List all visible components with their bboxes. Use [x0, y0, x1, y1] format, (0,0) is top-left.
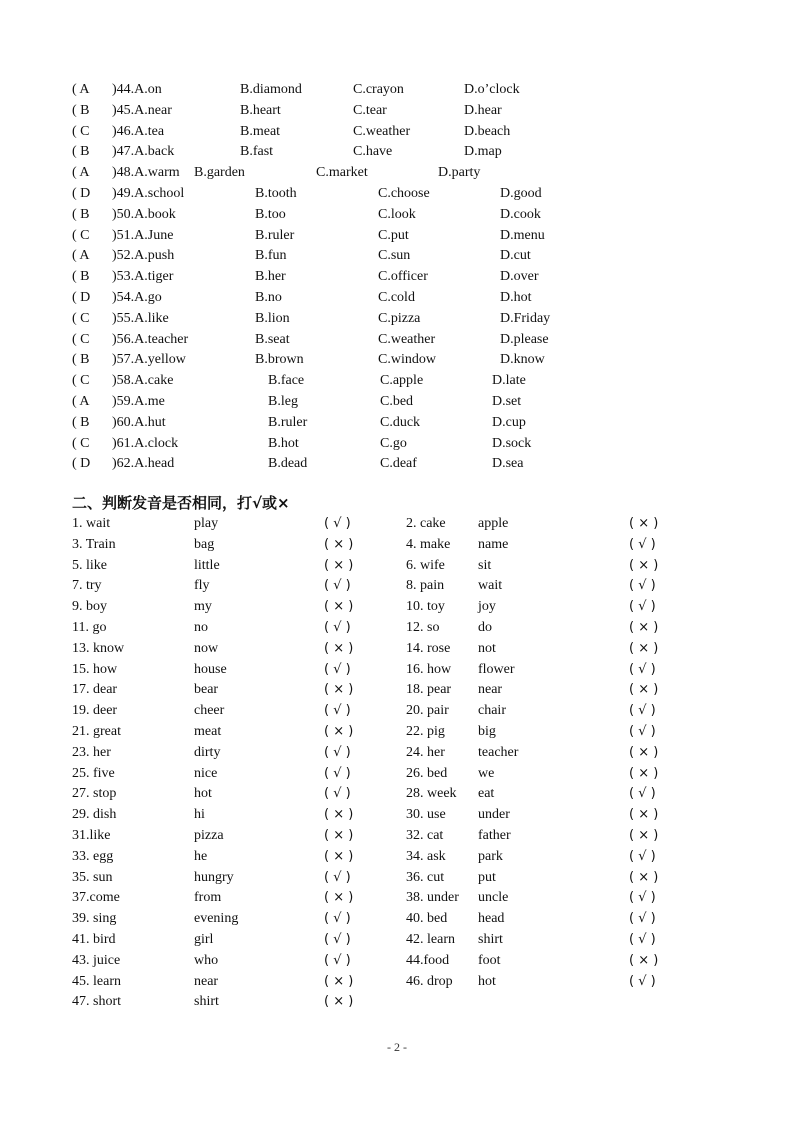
mc-option-d: D.hear	[464, 102, 502, 118]
mc-option-d: D.cook	[500, 206, 541, 222]
judge-right-word-1: 20. pair	[406, 703, 449, 719]
judge-right-word-1: 14. rose	[406, 640, 451, 656]
judge-row	[72, 972, 692, 993]
judge-left-answer: ( × )	[324, 599, 354, 615]
judge-right-word-2: name	[478, 536, 509, 552]
judge-left-word-2: house	[194, 661, 227, 677]
judge-left-word-1: 27. stop	[72, 786, 117, 802]
judge-row	[72, 701, 692, 722]
judge-left-word-2: dirty	[194, 744, 221, 760]
judge-left-answer: ( × )	[324, 994, 354, 1010]
judge-row	[72, 951, 692, 972]
judge-left-word-1: 7. try	[72, 578, 102, 594]
judge-right-word-2: shirt	[478, 931, 503, 947]
mc-answer: ( C	[72, 435, 90, 451]
mc-option-b: B.hot	[268, 435, 299, 451]
mc-option-b: B.too	[255, 206, 286, 222]
judge-left-answer: ( √ )	[324, 516, 351, 531]
judge-row	[72, 597, 692, 618]
judge-right-word-1: 32. cat	[406, 827, 444, 843]
mc-option-d: D.late	[492, 373, 526, 389]
judge-left-word-2: girl	[194, 931, 214, 947]
mc-option-a: )57.A.yellow	[112, 352, 186, 368]
judge-left-word-2: who	[194, 952, 219, 968]
judge-left-word-2: bear	[194, 682, 219, 698]
judge-right-answer: ( √ )	[629, 911, 656, 927]
mc-answer: ( D	[72, 456, 91, 472]
mc-option-b: B.fast	[240, 144, 274, 160]
mc-option-c: C.market	[316, 165, 368, 181]
mc-option-a: )46.A.tea	[112, 123, 165, 139]
judge-left-answer: ( √ )	[324, 619, 351, 635]
judge-right-answer: ( × )	[629, 640, 659, 656]
judge-right-word-2: flower	[478, 661, 515, 677]
judge-left-word-1: 21. great	[72, 723, 121, 739]
judge-left-answer: ( × )	[324, 807, 354, 823]
judge-row	[72, 514, 692, 535]
judge-left-word-2: bag	[194, 536, 215, 552]
judge-left-word-1: 1. wait	[72, 516, 111, 531]
mc-option-a: )45.A.near	[112, 102, 172, 118]
mc-option-b: B.heart	[240, 102, 281, 118]
mc-option-a: )50.A.book	[112, 206, 176, 222]
judge-row	[72, 868, 692, 889]
judge-left-word-1: 11. go	[72, 619, 107, 635]
mc-option-b: B.seat	[255, 331, 290, 347]
mc-option-b: B.diamond	[240, 82, 302, 97]
judge-left-answer: ( × )	[324, 848, 354, 864]
judge-right-word-2: put	[478, 869, 496, 885]
judge-row	[72, 805, 692, 826]
mc-option-a: )54.A.go	[112, 289, 162, 305]
mc-option-a: )58.A.cake	[112, 373, 174, 389]
judge-right-answer: ( √ )	[629, 536, 656, 552]
mc-option-b: B.garden	[194, 165, 245, 181]
judge-row	[72, 847, 692, 868]
mc-question-row	[72, 434, 732, 455]
judge-row	[72, 764, 692, 785]
judge-pronunciation-section	[72, 514, 692, 1013]
judge-right-word-2: under	[478, 807, 510, 823]
mc-answer: ( A	[72, 248, 90, 264]
judge-left-word-2: pizza	[194, 827, 224, 843]
judge-right-word-1: 12. so	[406, 619, 440, 635]
judge-right-answer: ( √ )	[629, 786, 656, 802]
mc-question-row	[72, 163, 732, 184]
mc-option-b: B.meat	[240, 123, 281, 139]
mc-option-b: B.no	[255, 289, 282, 305]
judge-left-answer: ( √ )	[324, 744, 351, 760]
mc-answer: ( B	[72, 144, 90, 160]
judge-left-answer: ( × )	[324, 557, 354, 573]
mc-option-b: B.dead	[268, 456, 308, 472]
mc-option-a: )48.A.warm	[112, 165, 180, 181]
judge-left-word-2: hot	[194, 786, 212, 802]
judge-left-answer: ( √ )	[324, 703, 351, 719]
judge-right-word-1: 10. toy	[406, 599, 445, 615]
mc-question-row	[72, 350, 732, 371]
mc-answer: ( B	[72, 414, 90, 430]
mc-option-c: C.duck	[380, 414, 421, 430]
judge-left-word-2: evening	[194, 911, 239, 927]
mc-answer: ( C	[72, 227, 90, 243]
judge-row	[72, 784, 692, 805]
mc-option-c: C.choose	[378, 185, 430, 201]
judge-left-word-2: play	[194, 516, 219, 531]
judge-left-word-1: 39. sing	[72, 911, 117, 927]
judge-row	[72, 743, 692, 764]
judge-row	[72, 909, 692, 930]
judge-left-word-1: 23. her	[72, 744, 111, 760]
judge-row	[72, 556, 692, 577]
mc-question-row	[72, 371, 732, 392]
mc-answer: ( D	[72, 185, 91, 201]
judge-right-word-1: 38. under	[406, 890, 459, 906]
judge-row	[72, 618, 692, 639]
judge-row	[72, 722, 692, 743]
mc-option-c: C.deaf	[380, 456, 417, 472]
judge-left-word-1: 41. bird	[72, 931, 116, 947]
judge-right-word-2: hot	[478, 973, 496, 989]
judge-right-answer: ( × )	[629, 807, 659, 823]
judge-right-answer: ( √ )	[629, 973, 656, 989]
mc-option-a: )62.A.head	[112, 456, 175, 472]
judge-left-word-2: hungry	[194, 869, 234, 885]
mc-option-c: C.sun	[378, 248, 411, 264]
mc-option-c: C.tear	[353, 102, 387, 118]
judge-row	[72, 639, 692, 660]
mc-option-b: B.face	[268, 373, 305, 389]
judge-row	[72, 930, 692, 951]
judge-right-word-1: 30. use	[406, 807, 446, 823]
mc-option-a: )61.A.clock	[112, 435, 179, 451]
mc-option-b: B.her	[255, 269, 286, 285]
judge-left-word-2: fly	[194, 578, 210, 594]
judge-right-answer: ( √ )	[629, 723, 656, 739]
judge-right-word-2: apple	[478, 516, 509, 531]
judge-left-word-1: 29. dish	[72, 807, 117, 823]
mc-option-c: C.cold	[378, 289, 415, 305]
mc-option-b: B.lion	[255, 310, 290, 326]
judge-left-answer: ( √ )	[324, 661, 351, 677]
judge-right-word-1: 16. how	[406, 661, 452, 677]
judge-row	[72, 660, 692, 681]
judge-right-word-2: we	[478, 765, 495, 781]
judge-left-word-2: little	[194, 557, 220, 573]
mc-option-a: )60.A.hut	[112, 414, 166, 430]
judge-row	[72, 680, 692, 701]
mc-option-d: D.please	[500, 331, 549, 347]
mc-option-c: C.bed	[380, 393, 414, 409]
judge-left-answer: ( √ )	[324, 578, 351, 594]
judge-right-answer: ( × )	[629, 765, 659, 781]
mc-question-row	[72, 101, 732, 122]
judge-left-answer: ( √ )	[324, 952, 351, 968]
judge-right-answer: ( × )	[629, 744, 659, 760]
judge-right-word-1: 36. cut	[406, 869, 445, 885]
judge-right-word-2: big	[478, 723, 496, 739]
judge-left-word-1: 17. dear	[72, 682, 118, 698]
judge-left-answer: ( × )	[324, 890, 354, 906]
judge-row	[72, 535, 692, 556]
mc-option-a: )53.A.tiger	[112, 269, 174, 285]
judge-right-word-2: wait	[478, 578, 503, 594]
judge-left-answer: ( × )	[324, 723, 354, 739]
judge-left-answer: ( √ )	[324, 786, 351, 802]
mc-option-d: D.beach	[464, 123, 511, 139]
judge-left-word-1: 45. learn	[72, 973, 121, 989]
judge-right-word-1: 42. learn	[406, 931, 455, 947]
mc-question-row	[72, 309, 732, 330]
judge-left-answer: ( × )	[324, 640, 354, 656]
judge-right-word-2: teacher	[478, 744, 519, 760]
judge-right-word-2: joy	[478, 599, 496, 615]
mc-option-a: )56.A.teacher	[112, 331, 189, 347]
judge-row	[72, 992, 692, 1013]
judge-left-word-1: 15. how	[72, 661, 118, 677]
mc-option-d: D.sock	[492, 435, 532, 451]
mc-option-a: )47.A.back	[112, 144, 175, 160]
judge-right-word-1: 4. make	[406, 536, 451, 552]
judge-right-answer: ( × )	[629, 619, 659, 635]
mc-question-row	[72, 454, 732, 475]
mc-option-a: )44.A.on	[112, 82, 162, 97]
mc-question-row	[72, 80, 732, 101]
judge-left-word-2: nice	[194, 765, 218, 781]
judge-right-word-2: park	[478, 848, 503, 864]
mc-question-row	[72, 205, 732, 226]
mc-option-c: C.weather	[378, 331, 436, 347]
judge-left-word-2: cheer	[194, 703, 225, 719]
judge-left-answer: ( √ )	[324, 911, 351, 927]
mc-option-c: C.apple	[380, 373, 424, 389]
judge-right-word-2: near	[478, 682, 503, 698]
judge-left-word-1: 13. know	[72, 640, 125, 656]
mc-option-d: D.know	[500, 352, 545, 368]
judge-left-answer: ( × )	[324, 682, 354, 698]
judge-right-answer: ( √ )	[629, 703, 656, 719]
mc-option-c: C.look	[378, 206, 416, 222]
mc-option-c: C.officer	[378, 269, 428, 285]
mc-question-row	[72, 413, 732, 434]
mc-option-a: )51.A.June	[112, 227, 174, 243]
judge-right-word-2: do	[478, 619, 492, 635]
mc-option-d: D.map	[464, 144, 502, 160]
judge-right-answer: ( √ )	[629, 931, 656, 947]
mc-question-row	[72, 267, 732, 288]
mc-option-d: D.party	[438, 165, 481, 181]
judge-right-word-1: 6. wife	[406, 557, 445, 573]
mc-option-c: C.weather	[353, 123, 411, 139]
judge-right-answer: ( × )	[629, 557, 659, 573]
judge-right-answer: ( √ )	[629, 848, 656, 864]
judge-right-word-2: eat	[478, 786, 495, 802]
judge-right-word-1: 40. bed	[406, 911, 448, 927]
judge-right-answer: ( √ )	[629, 578, 656, 594]
judge-right-word-2: sit	[478, 557, 492, 573]
mc-option-d: D.o’clock	[464, 82, 520, 97]
mc-question-row	[72, 330, 732, 351]
mc-answer: ( C	[72, 373, 90, 389]
mc-answer: ( A	[72, 165, 90, 181]
mc-answer: ( A	[72, 393, 90, 409]
judge-right-word-1: 26. bed	[406, 765, 448, 781]
mc-option-a: )52.A.push	[112, 248, 175, 264]
judge-right-answer: ( × )	[629, 682, 659, 698]
mc-option-a: )55.A.like	[112, 310, 169, 326]
judge-left-word-1: 37.come	[72, 890, 120, 906]
mc-answer: ( C	[72, 331, 90, 347]
judge-left-word-1: 35. sun	[72, 869, 113, 885]
mc-answer: ( B	[72, 269, 90, 285]
judge-right-answer: ( × )	[629, 952, 659, 968]
judge-right-word-2: chair	[478, 703, 506, 719]
judge-left-answer: ( × )	[324, 827, 354, 843]
judge-left-word-1: 19. deer	[72, 703, 118, 719]
judge-right-word-2: uncle	[478, 890, 509, 906]
judge-left-word-2: from	[194, 890, 222, 906]
judge-right-answer: ( √ )	[629, 661, 656, 677]
judge-right-answer: ( √ )	[629, 890, 656, 906]
judge-right-word-2: head	[478, 911, 505, 927]
judge-left-word-2: hi	[194, 807, 205, 823]
mc-option-c: C.have	[353, 144, 393, 160]
mc-option-b: B.leg	[268, 393, 298, 409]
mc-option-a: )49.A.school	[112, 185, 185, 201]
mc-question-row	[72, 142, 732, 163]
section-heading: 二、判断发音是否相同，打√或×	[72, 494, 290, 512]
mc-option-c: C.window	[378, 352, 436, 368]
mc-question-row	[72, 226, 732, 247]
mc-option-b: B.fun	[255, 248, 287, 264]
judge-left-word-2: near	[194, 973, 219, 989]
judge-left-word-1: 43. juice	[72, 952, 121, 968]
mc-answer: ( B	[72, 102, 90, 118]
mc-option-b: B.ruler	[268, 414, 308, 430]
judge-right-answer: ( × )	[629, 869, 659, 885]
judge-left-word-2: shirt	[194, 994, 219, 1010]
judge-left-word-2: no	[194, 619, 208, 635]
judge-row	[72, 826, 692, 847]
judge-left-answer: ( × )	[324, 536, 354, 552]
judge-left-answer: ( √ )	[324, 869, 351, 885]
judge-right-word-1: 44.food	[406, 952, 450, 968]
judge-right-word-1: 24. her	[406, 744, 445, 760]
mc-answer: ( C	[72, 310, 90, 326]
judge-row	[72, 576, 692, 597]
mc-option-d: D.menu	[500, 227, 545, 243]
judge-left-word-2: he	[194, 848, 208, 864]
judge-right-answer: ( × )	[629, 516, 659, 531]
judge-left-word-1: 9. boy	[72, 599, 107, 615]
mc-option-c: C.put	[378, 227, 409, 243]
judge-left-word-1: 5. like	[72, 557, 107, 573]
judge-row	[72, 888, 692, 909]
judge-right-word-1: 22. pig	[406, 723, 445, 739]
mc-option-d: D.set	[492, 393, 522, 409]
mc-option-d: D.sea	[492, 456, 524, 472]
page-number: - 2 -	[387, 1040, 407, 1054]
mc-answer: ( B	[72, 206, 90, 222]
judge-right-answer: ( √ )	[629, 599, 656, 615]
judge-right-word-2: father	[478, 827, 511, 843]
judge-right-word-1: 34. ask	[406, 848, 446, 864]
mc-option-b: B.tooth	[255, 185, 297, 201]
mc-option-c: C.pizza	[378, 310, 421, 326]
judge-left-word-2: my	[194, 599, 212, 615]
judge-left-answer: ( √ )	[324, 931, 351, 947]
mc-question-row	[72, 184, 732, 205]
mc-answer: ( A	[72, 82, 90, 97]
mc-option-c: C.crayon	[353, 82, 404, 97]
mc-option-a: )59.A.me	[112, 393, 165, 409]
mc-option-b: B.brown	[255, 352, 304, 368]
judge-left-word-1: 33. egg	[72, 848, 114, 864]
judge-right-word-1: 8. pain	[406, 578, 445, 594]
judge-left-word-1: 47. short	[72, 994, 121, 1010]
judge-left-answer: ( × )	[324, 973, 354, 989]
mc-question-row	[72, 288, 732, 309]
judge-right-answer: ( × )	[629, 827, 659, 843]
multiple-choice-section	[72, 80, 732, 475]
mc-option-c: C.go	[380, 435, 407, 451]
mc-option-b: B.ruler	[255, 227, 295, 243]
judge-right-word-1: 46. drop	[406, 973, 453, 989]
judge-left-word-1: 3. Train	[72, 536, 116, 552]
mc-answer: ( C	[72, 123, 90, 139]
mc-question-row	[72, 392, 732, 413]
judge-right-word-1: 2. cake	[406, 516, 446, 531]
mc-question-row	[72, 246, 732, 267]
judge-left-word-1: 31.like	[72, 827, 111, 843]
mc-option-d: D.good	[500, 185, 542, 201]
judge-right-word-2: foot	[478, 952, 501, 968]
judge-right-word-1: 28. week	[406, 786, 457, 802]
judge-left-word-2: now	[194, 640, 219, 656]
mc-option-d: D.cut	[500, 248, 531, 264]
judge-right-word-2: not	[478, 640, 496, 656]
mc-option-d: D.Friday	[500, 310, 551, 326]
mc-question-row	[72, 122, 732, 143]
judge-left-word-2: meat	[194, 723, 222, 739]
judge-left-word-1: 25. five	[72, 765, 115, 781]
mc-option-d: D.cup	[492, 414, 526, 430]
mc-option-d: D.hot	[500, 289, 532, 305]
mc-answer: ( D	[72, 289, 91, 305]
judge-left-answer: ( √ )	[324, 765, 351, 781]
mc-answer: ( B	[72, 352, 90, 368]
mc-option-d: D.over	[500, 269, 539, 285]
judge-right-word-1: 18. pear	[406, 682, 452, 698]
